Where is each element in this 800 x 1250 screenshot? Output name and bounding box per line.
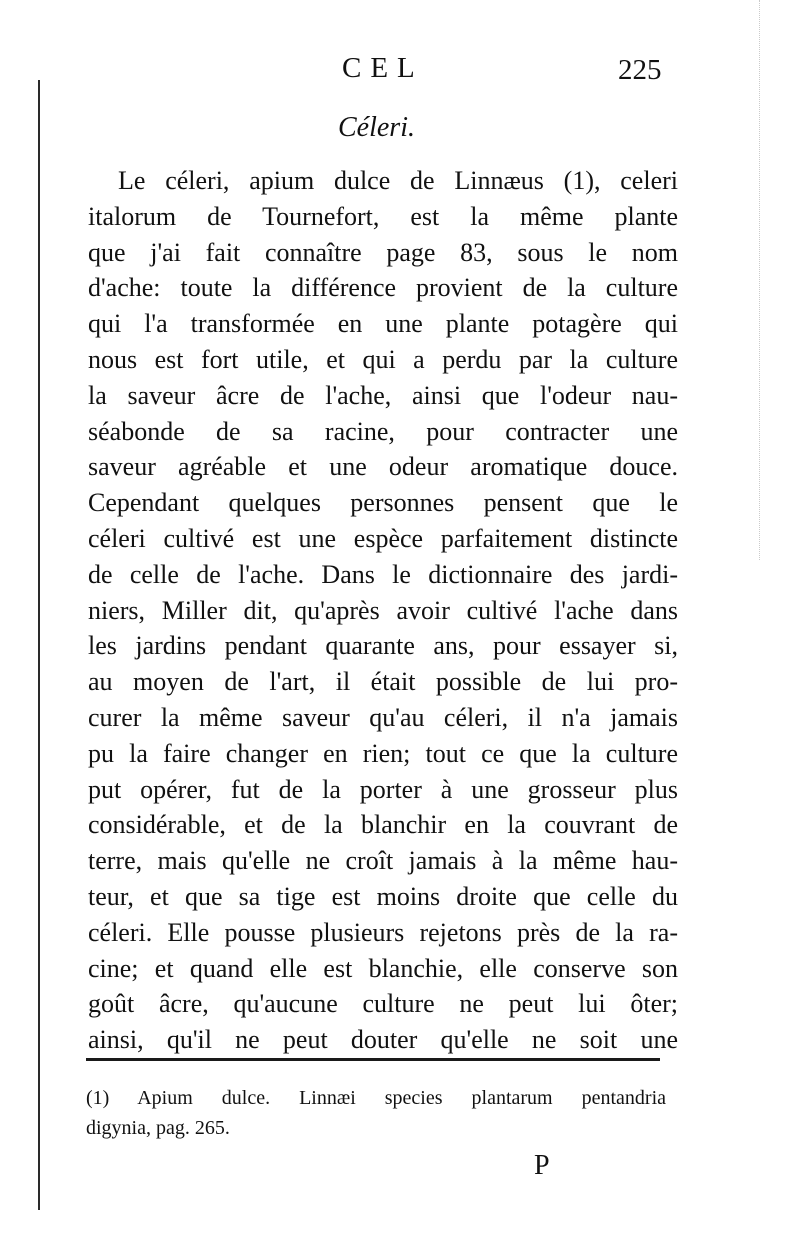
text-line: que j'ai fait connaître page 83, sous le nom	[88, 237, 678, 267]
text-line: au moyen de l'art, il était possible de lui pro-	[88, 667, 678, 697]
text-line: terre, mais qu'elle ne croît jamais à la même hau-	[88, 846, 678, 876]
text-line: goût âcre, qu'aucune culture ne peut lui ôter;	[88, 989, 678, 1019]
text-line: séabonde de sa racine, pour contracter une	[88, 416, 678, 446]
text-line: qui l'a transformée en une plante potagère qui	[88, 309, 678, 339]
page-edge-shadow	[38, 80, 40, 1210]
text-line: saveur agréable et une odeur aromatique douce.	[88, 452, 678, 482]
signature-mark: P	[534, 1150, 550, 1181]
text-line: les jardins pendant quarante ans, pour essayer si,	[88, 631, 678, 661]
page-header	[0, 52, 800, 102]
text-line: la saveur âcre de l'ache, ainsi que l'odeur nau-	[88, 380, 678, 410]
text-line: Cependant quelques personnes pensent que le	[88, 488, 678, 518]
footnote-rule	[86, 1058, 660, 1061]
text-line: niers, Miller dit, qu'après avoir cultivé l'ache dans	[88, 595, 678, 625]
text-line: ainsi, qu'il ne peut douter qu'elle ne soit une	[88, 1025, 678, 1055]
text-line: céleri cultivé est une espèce parfaitement distincte	[88, 523, 678, 553]
text-line: Le céleri, apium dulce de Linnæus (1), celeri	[118, 166, 678, 195]
footnote-line: (1) Apium dulce. Linnæi species plantarum pentandria	[86, 1087, 666, 1109]
text-line: céleri. Elle pousse plusieurs rejetons près de la ra-	[88, 917, 678, 947]
text-line: pu la faire changer en rien; tout ce que la culture	[88, 738, 678, 768]
text-line: curer la même saveur qu'au céleri, il n'a jamais	[88, 702, 678, 732]
text-line: considérable, et de la blanchir en la couvrant de	[88, 810, 678, 840]
text-line: put opérer, fut de la porter à une grosseur plus	[88, 774, 678, 804]
text-line: d'ache: toute la différence provient de la culture	[88, 273, 678, 303]
text-line: cine; et quand elle est blanchie, elle conserve son	[88, 953, 678, 983]
text-line: italorum de Tournefort, est la même plante	[88, 201, 678, 231]
body-text	[88, 163, 678, 1058]
footnote	[86, 1083, 666, 1143]
footnote-line: digynia, pag. 265.	[86, 1117, 230, 1139]
text-line: nous est fort utile, et qui a perdu par la culture	[88, 344, 678, 374]
text-line: de celle de l'ache. Dans le dictionnaire des jardi-	[88, 559, 678, 589]
text-line: teur, et que sa tige est moins droite que celle du	[88, 881, 678, 911]
page-number: 225	[618, 54, 662, 86]
running-head: CEL	[342, 52, 424, 84]
section-title: Céleri.	[338, 112, 415, 143]
